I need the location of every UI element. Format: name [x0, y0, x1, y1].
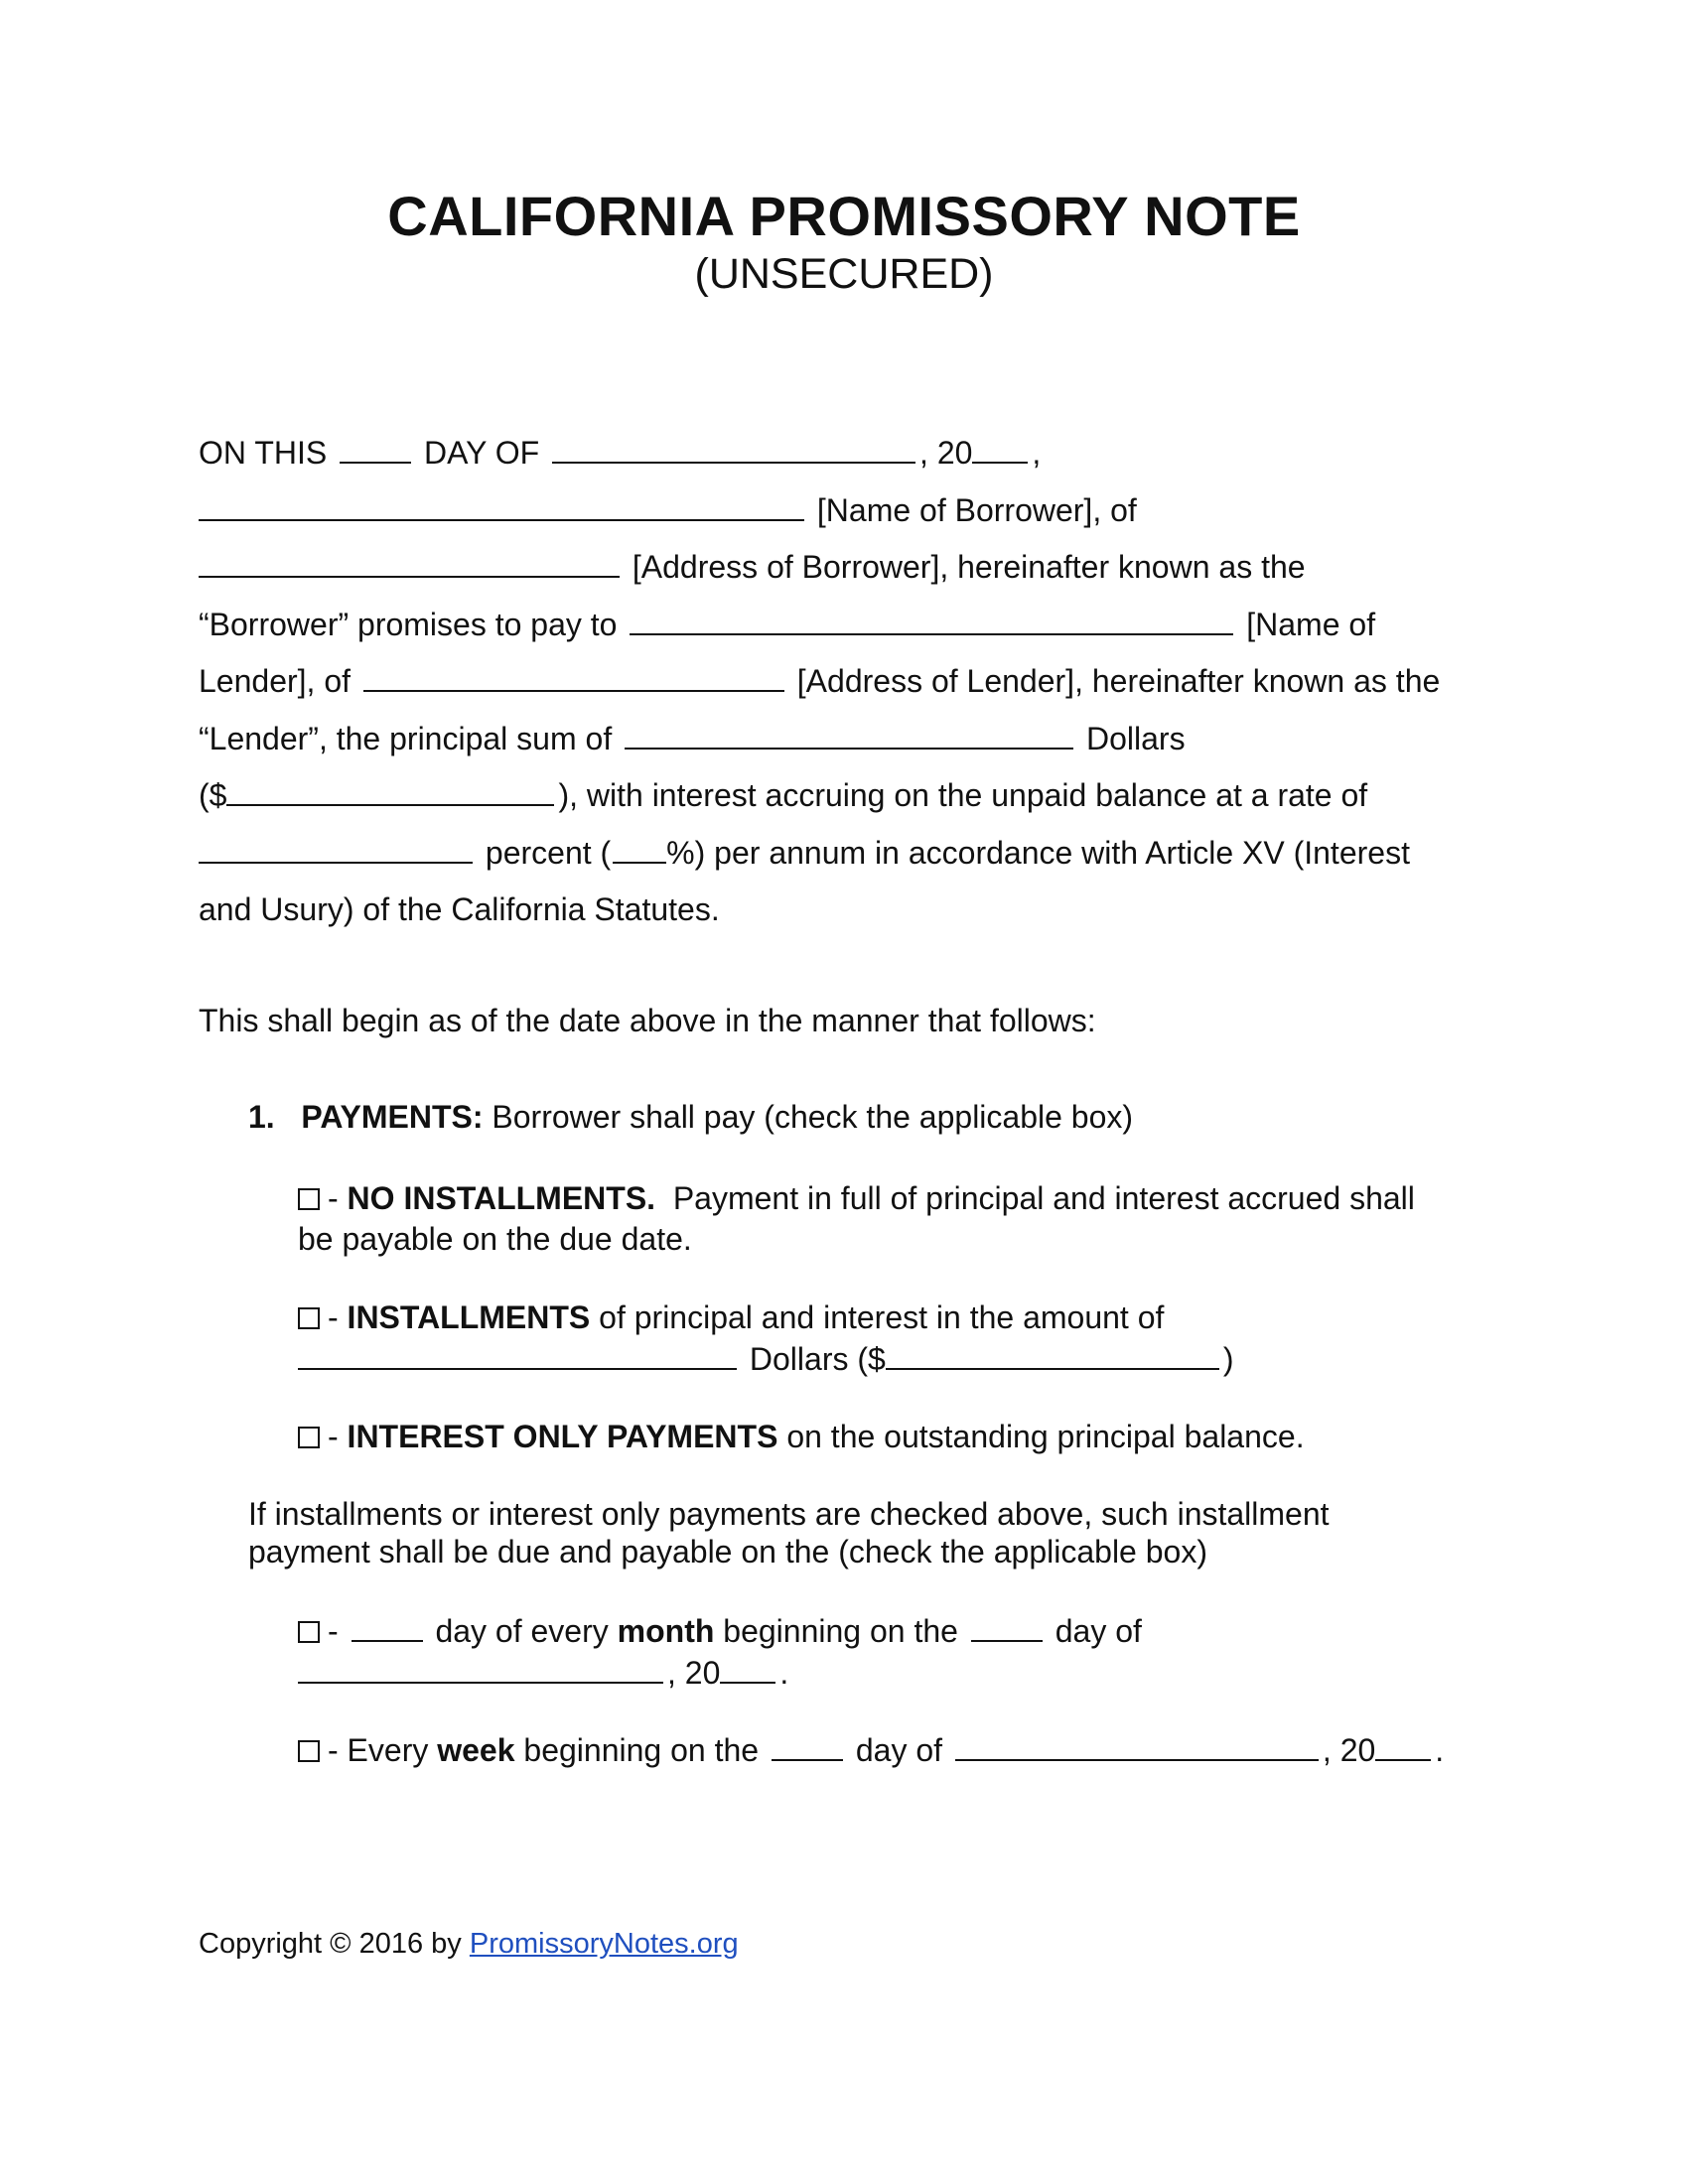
interest-only-checkbox[interactable] — [298, 1427, 320, 1448]
installment-words-blank[interactable] — [298, 1338, 737, 1370]
option-text: ) — [1222, 1341, 1234, 1377]
intro-text: , 20 — [919, 435, 973, 471]
intro-line — [199, 767, 1489, 825]
schedule-text: If installments or interest only payments are checked above, such installment — [248, 1496, 1330, 1532]
rate-words-blank[interactable] — [199, 832, 473, 864]
intro-text: ), with interest accruing on the unpaid balance at a rate of — [558, 777, 1368, 813]
option-text: of principal and interest in the amount of — [599, 1299, 1165, 1335]
intro-text: “Borrower” promises to pay to — [199, 606, 618, 642]
installment-amount-blank[interactable] — [886, 1338, 1219, 1370]
schedule-intro — [248, 1495, 1440, 1570]
option-text: day of — [1055, 1613, 1142, 1649]
principal-amount-blank[interactable] — [226, 774, 554, 806]
intro-text: ON THIS — [199, 435, 328, 471]
dash: - — [328, 1613, 339, 1649]
monthly-day-blank[interactable] — [352, 1610, 423, 1642]
weekly-day-blank[interactable] — [772, 1729, 843, 1761]
intro-line — [199, 825, 1489, 883]
intro-line — [199, 597, 1489, 654]
option-label: week — [437, 1732, 515, 1768]
intro-line — [199, 882, 1489, 939]
option-text: on the outstanding principal balance. — [786, 1419, 1305, 1454]
option-text: . — [1435, 1732, 1445, 1768]
option-label: month — [617, 1613, 715, 1649]
intro-text: [Address of Borrower], hereinafter known as the — [632, 549, 1306, 585]
payments-section-heading — [248, 1099, 1133, 1136]
option-text: beginning on the — [723, 1613, 958, 1649]
intro-text: “Lender”, the principal sum of — [199, 720, 613, 756]
intro-line — [199, 711, 1489, 768]
option-text: be payable on the due date. — [298, 1221, 692, 1257]
dash: - — [328, 1180, 339, 1216]
dash: - — [328, 1419, 339, 1454]
installments-checkbox[interactable] — [298, 1307, 320, 1329]
intro-text: Lender], of — [199, 663, 351, 699]
document-subtitle: (UNSECURED) — [694, 250, 994, 298]
option-text: Every — [347, 1732, 429, 1768]
option-label: INSTALLMENTS — [347, 1299, 591, 1335]
option-label: INTEREST ONLY PAYMENTS — [347, 1419, 778, 1454]
copyright-footer — [199, 1928, 739, 1961]
section-heading: PAYMENTS: — [301, 1099, 484, 1135]
begin-text: This shall begin as of the date above in the manner that follows: — [199, 1003, 1096, 1038]
option-text: . — [779, 1655, 789, 1691]
option-no-installments — [298, 1178, 1489, 1260]
promissorynotes-link[interactable]: PromissoryNotes.org — [469, 1928, 739, 1960]
lender-name-blank[interactable] — [630, 604, 1233, 635]
section-number: 1. — [248, 1099, 275, 1135]
section-text: Borrower shall pay (check the applicable box) — [492, 1099, 1134, 1135]
monthly-checkbox[interactable] — [298, 1621, 320, 1643]
monthly-year-blank[interactable] — [720, 1652, 775, 1684]
month-blank[interactable] — [552, 432, 915, 464]
borrower-name-blank[interactable] — [199, 489, 804, 521]
schedule-text: payment shall be due and payable on the (check the applicable box) — [248, 1534, 1207, 1570]
option-text: , 20 — [667, 1655, 721, 1691]
intro-paragraph — [199, 425, 1489, 939]
copyright-text: Copyright © 2016 by — [199, 1928, 462, 1960]
dash: - — [328, 1732, 339, 1768]
option-text: day of every — [435, 1613, 609, 1649]
intro-text: ($ — [199, 777, 227, 813]
weekly-year-blank[interactable] — [1375, 1729, 1431, 1761]
rate-percent-blank[interactable] — [613, 832, 666, 864]
monthly-start-month-blank[interactable] — [298, 1652, 663, 1684]
option-text: day of — [855, 1732, 943, 1768]
option-interest-only — [298, 1417, 1489, 1457]
intro-text: [Address of Lender], hereinafter known as the — [796, 663, 1441, 699]
monthly-start-day-blank[interactable] — [971, 1610, 1043, 1642]
intro-text: [Name of — [1246, 606, 1376, 642]
option-installments — [298, 1297, 1489, 1380]
intro-text: %) per annum in accordance with Article XV (Interest — [666, 834, 1410, 871]
principal-words-blank[interactable] — [625, 718, 1073, 750]
lender-address-blank[interactable] — [363, 660, 784, 692]
borrower-address-blank[interactable] — [199, 546, 620, 578]
intro-text: and Usury) of the California Statutes. — [199, 891, 720, 927]
intro-line — [199, 539, 1489, 597]
option-text: , 20 — [1322, 1732, 1376, 1768]
intro-text: percent ( — [485, 834, 612, 871]
intro-text: [Name of Borrower], of — [816, 491, 1137, 528]
option-monthly — [298, 1610, 1489, 1694]
intro-text: Dollars — [1085, 720, 1186, 756]
intro-line — [199, 482, 1489, 540]
year-blank[interactable] — [972, 432, 1028, 464]
no-installments-checkbox[interactable] — [298, 1188, 320, 1210]
option-text: beginning on the — [523, 1732, 760, 1768]
intro-text: , — [1032, 435, 1042, 471]
option-text: Payment in full of principal and interest accrued shall — [672, 1180, 1415, 1216]
option-label: NO INSTALLMENTS. — [347, 1180, 656, 1216]
intro-line — [199, 425, 1489, 482]
intro-text: DAY OF — [423, 435, 540, 471]
dash: - — [328, 1299, 339, 1335]
weekly-month-blank[interactable] — [955, 1729, 1319, 1761]
option-text: Dollars ($ — [749, 1341, 886, 1377]
option-weekly — [298, 1729, 1489, 1771]
document-title: CALIFORNIA PROMISSORY NOTE — [387, 185, 1301, 247]
intro-line — [199, 653, 1489, 711]
weekly-checkbox[interactable] — [298, 1740, 320, 1762]
day-blank[interactable] — [340, 432, 411, 464]
